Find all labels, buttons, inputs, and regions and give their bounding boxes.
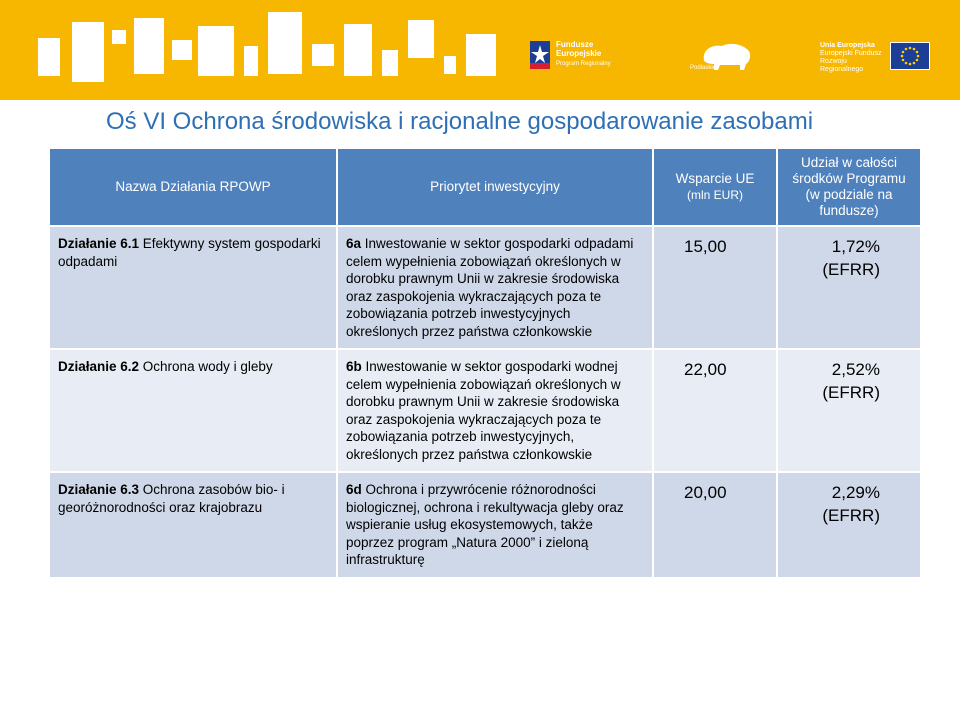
fund-name: (EFRR) [822, 506, 880, 525]
share-cell [777, 226, 921, 349]
priority-code: 6b [346, 359, 362, 374]
priority-text: Inwestowanie w sektor gospodarki odpadami celem wypełnienia zobowiązań określonych w dorobku prawnym Unii w zakresie środowiska oraz zaspokojenia wykraczających poza te zobowiązania potrzeb inwestycyjnych określonych przez państwa członkowskie [346, 236, 634, 339]
funds-logo-line3: Program Regionalny [556, 61, 611, 67]
action-cell [49, 226, 337, 349]
fund-name: (EFRR) [822, 260, 880, 279]
header-action: Nazwa Działania RPOWP [49, 148, 337, 226]
action-name: Ochrona wody i gleby [139, 359, 273, 374]
decorative-block [198, 26, 234, 76]
eu-logo-line1: Unia Europejska [820, 42, 875, 49]
eu-flag-icon [890, 42, 930, 70]
header-share [777, 148, 921, 226]
priority-code: 6a [346, 236, 362, 251]
action-label: Działanie 6.2 [58, 359, 140, 374]
funding-table [48, 147, 922, 579]
eu-logo-line3: Rozwoju Regionalnego [820, 58, 864, 73]
decorative-block [344, 24, 372, 76]
region-logo [690, 40, 760, 75]
decorative-block [444, 56, 456, 74]
eu-logo-line2: Europejski Fundusz [820, 50, 882, 57]
eu-support-value: 15,00 [653, 226, 777, 349]
header-eu-support [653, 148, 777, 226]
table-row [49, 349, 921, 472]
priority-cell [337, 472, 653, 578]
share-cell [777, 349, 921, 472]
decorative-block [112, 30, 126, 44]
eu-logo [820, 42, 930, 74]
decorative-block [268, 12, 302, 74]
decorative-block [38, 38, 60, 76]
action-cell [49, 349, 337, 472]
priority-text: Ochrona i przywrócenie różnorodności biologicznej, ochrona i rekultywacja gleby oraz wspieranie usług ekosystemowych, także poprzez program „Natura 2000” i zieloną infrastrukturę [346, 482, 624, 567]
funds-logo-line1: Fundusze [556, 40, 594, 49]
page-title: Oś VI Ochrona środowiska i racjonalne gospodarowanie zasobami [106, 108, 814, 135]
decorative-block [382, 50, 398, 76]
decorative-block [408, 20, 434, 58]
action-label: Działanie 6.3 [58, 482, 140, 497]
decorative-block [72, 22, 104, 82]
header-priority: Priorytet inwestycyjny [337, 148, 653, 226]
header-share-line3: (w podziale na fundusze) [805, 187, 893, 218]
decorative-block [134, 18, 164, 74]
share-cell [777, 472, 921, 578]
share-value: 2,29% [831, 483, 880, 502]
priority-code: 6d [346, 482, 362, 497]
share-value: 2,52% [831, 360, 880, 379]
action-cell [49, 472, 337, 578]
eu-funds-logo [530, 40, 611, 69]
header-eu-support-line1: Wsparcie UE [675, 171, 755, 186]
table-row [49, 472, 921, 578]
decorative-block [466, 34, 496, 76]
share-value: 1,72% [831, 237, 880, 256]
decorative-block [312, 44, 334, 66]
decorative-block [244, 46, 258, 76]
priority-text: Inwestowanie w sektor gospodarki wodnej celem wypełnienia zobowiązań określonych w dorobku prawnym Unii w zakresie środowiska oraz zaspokojenia wykraczających poza te zobowiązania potrzeb inwestycyjnych, określonych przez państwa członkowskie [346, 359, 621, 462]
action-name: Efektywny system gospodarki odpadami [58, 236, 321, 269]
eu-support-value: 22,00 [653, 349, 777, 472]
priority-cell [337, 226, 653, 349]
funds-star-icon [530, 41, 550, 69]
fund-name: (EFRR) [822, 383, 880, 402]
funds-logo-line2: Europejskie [556, 49, 602, 58]
header-share-line2: środków Programu [792, 171, 906, 186]
header-banner [0, 0, 960, 100]
eu-support-value: 20,00 [653, 472, 777, 578]
region-logo-text: Podlaskie [690, 65, 717, 71]
header-share-line1: Udział w całości [800, 155, 898, 170]
decorative-block [172, 40, 192, 60]
action-name: Ochrona zasobów bio- i georóżnorodności oraz krajobrazu [58, 482, 285, 515]
priority-cell [337, 349, 653, 472]
table-header-row [49, 148, 921, 226]
action-label: Działanie 6.1 [58, 236, 140, 251]
table-row [49, 226, 921, 349]
header-eu-support-line2: (mln EUR) [687, 188, 743, 202]
